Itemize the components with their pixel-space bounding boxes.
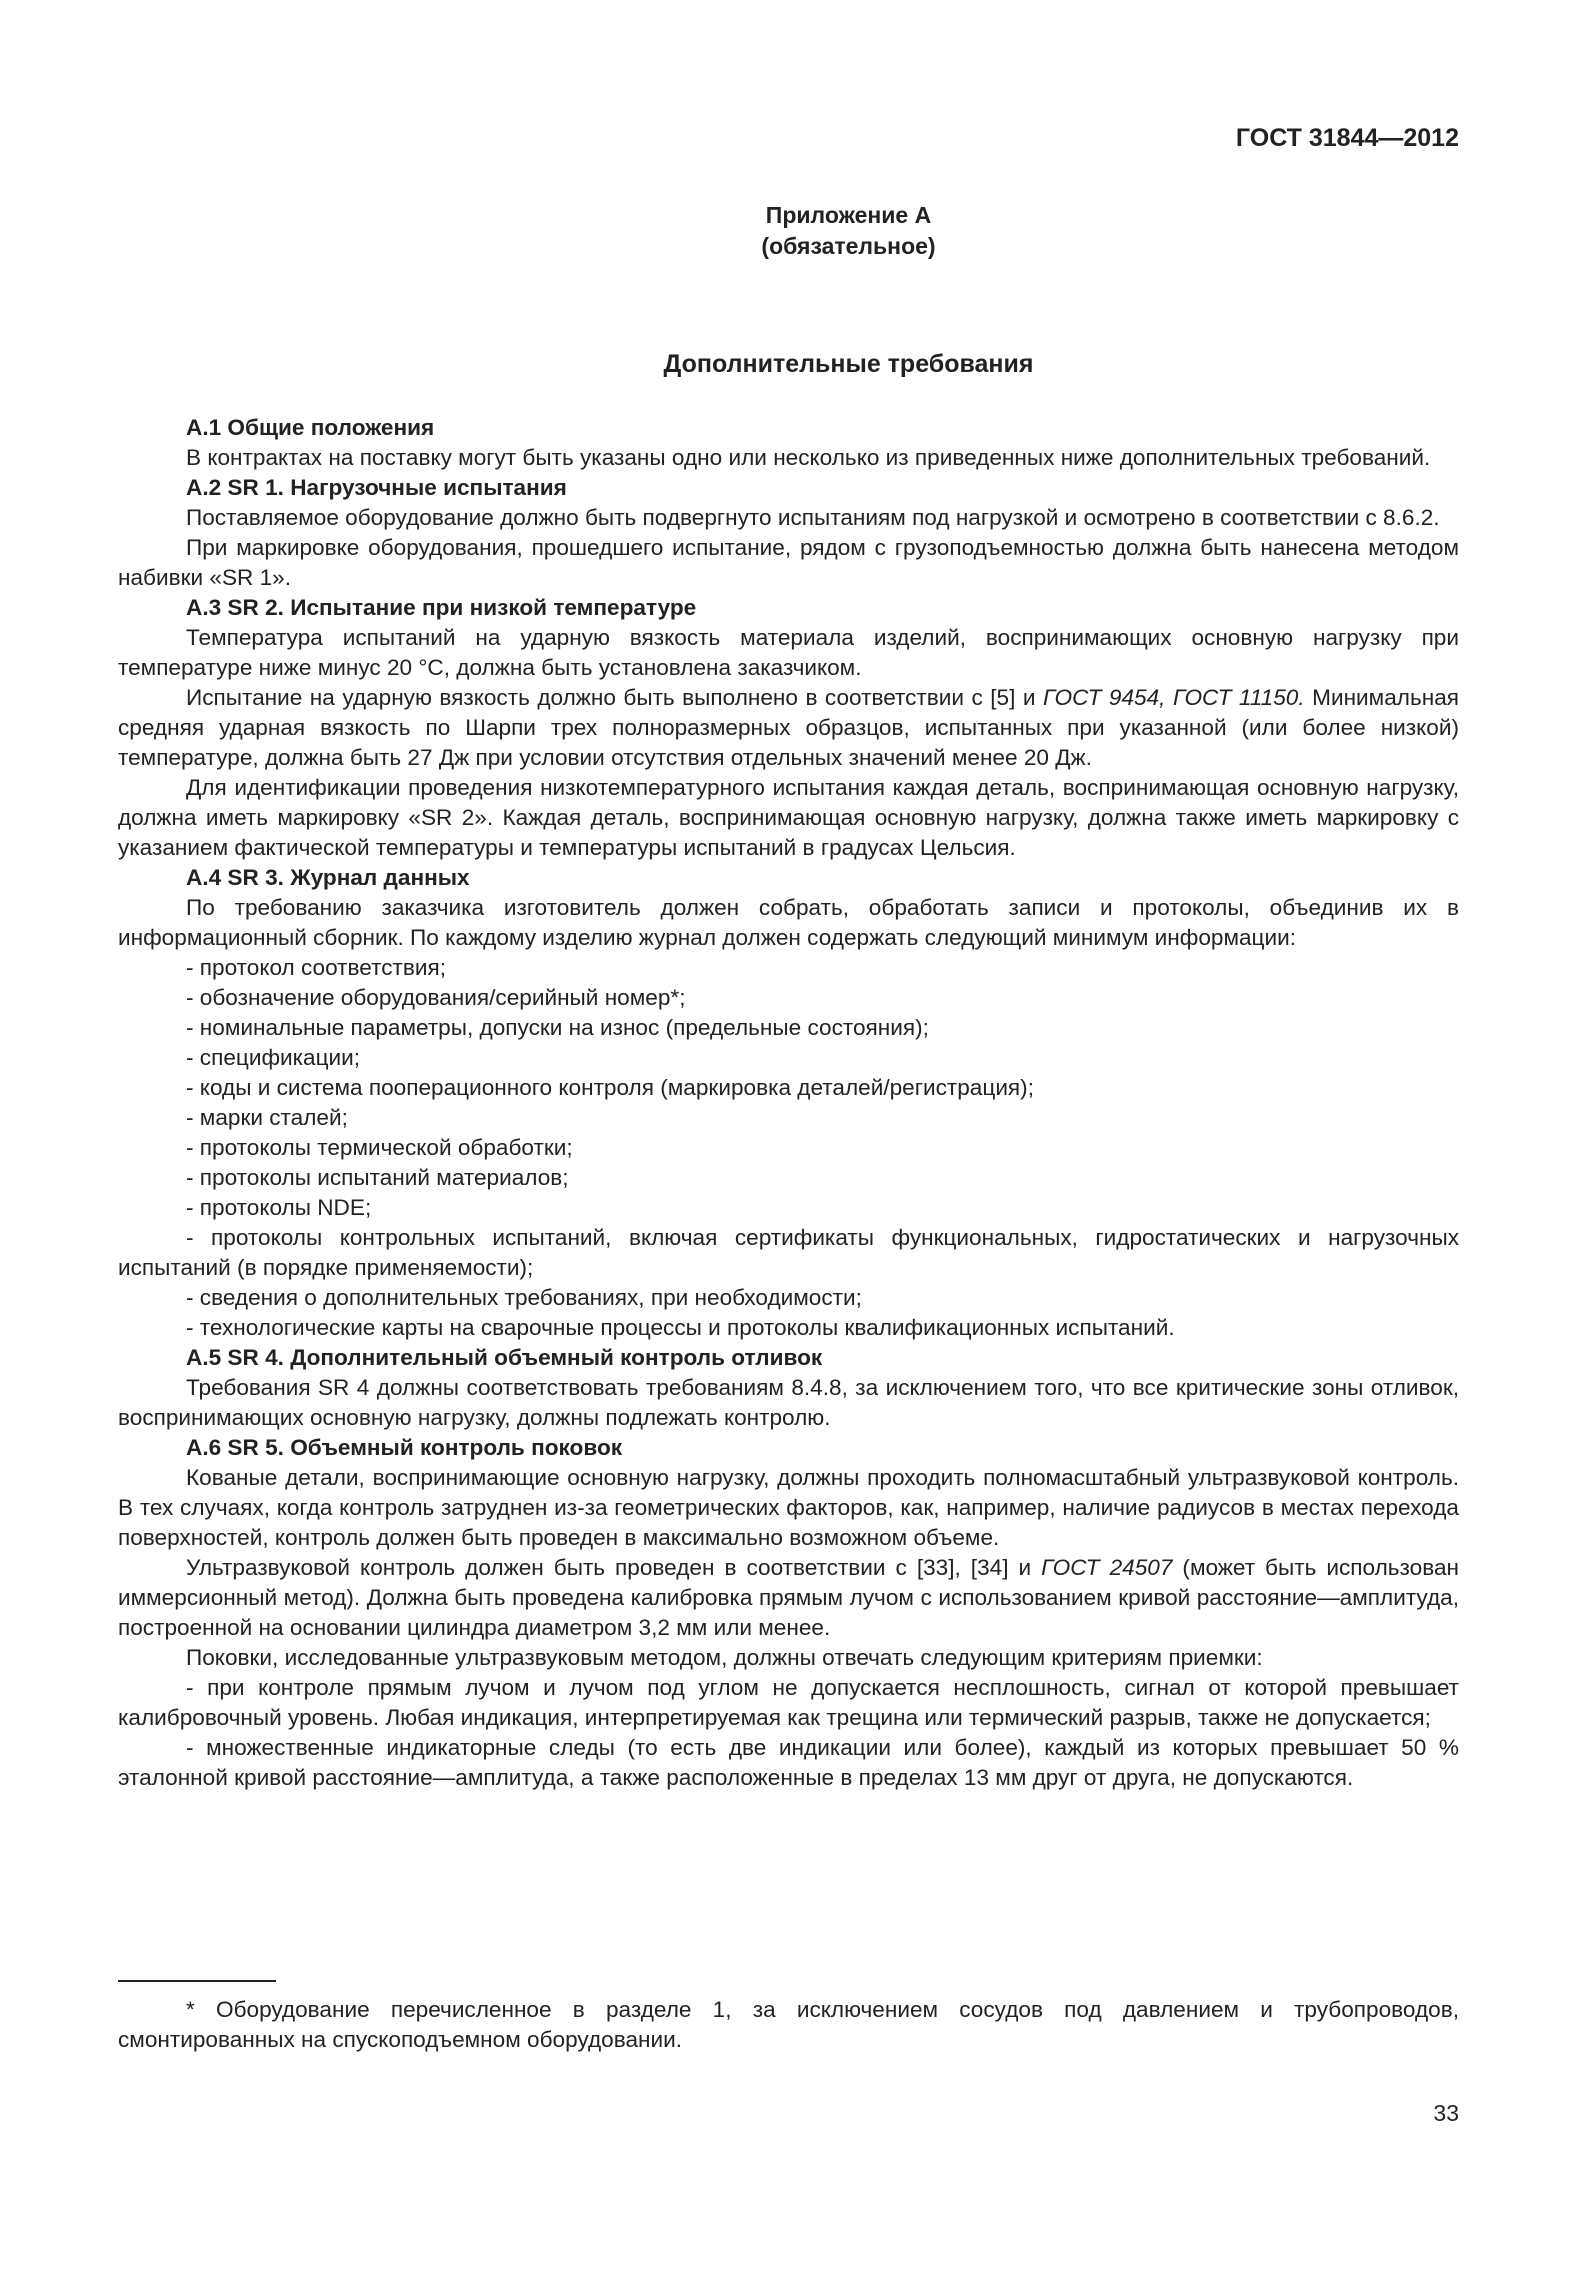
a6-paragraph-2 (118, 1553, 1459, 1643)
list-item: - коды и система пооперационного контроля (маркировка деталей/регистрация); (186, 1075, 1034, 1100)
a3-standard-reference: ГОСТ 9454, ГОСТ 11150. (1042, 685, 1305, 710)
a3-paragraph-2-start: Испытание на ударную вязкость должно быть выполнено в соответствии с [5] и (186, 685, 1043, 710)
list-item: - протокол соответствия; (186, 955, 446, 980)
list-item: - номинальные параметры, допуски на износ (предельные состояния); (186, 1015, 929, 1040)
document-body (118, 413, 1459, 1793)
a6-paragraph-2-end: (может быть использован иммерсионный метод). Должна быть проведена калибровка прямым лучом с использованием кривой расстояние—амплитуда, построенной на основании цилиндра диаметром 3,2 мм или менее. (118, 1555, 1459, 1640)
footnote-divider (118, 1980, 276, 1982)
list-item: - обозначение оборудования/серийный номер*; (186, 985, 686, 1010)
a3-paragraph-1: Температура испытаний на ударную вязкость материала изделий, воспринимающих основную нагрузку при температуре ниже минус 20 °С, должна быть установлена заказчиком. (118, 625, 1459, 680)
annex-status: (обязательное) (761, 233, 936, 259)
a2-paragraph-2: При маркировке оборудования, прошедшего испытание, рядом с грузоподъемностью должна быть нанесена методом набивки «SR 1». (118, 535, 1459, 590)
a5-paragraph: Требования SR 4 должны соответствовать требованиям 8.4.8, за исключением того, что все критические зоны отливок, воспринимающих основную нагрузку, должны подлежать контролю. (118, 1375, 1459, 1430)
a6-heading: А.6 SR 5. Объемный контроль поковок (186, 1435, 623, 1460)
document-page (118, 0, 1459, 2283)
a2-paragraph-1: Поставляемое оборудование должно быть подвергнуто испытаниям под нагрузкой и осмотрено в соответствии с 8.6.2. (186, 505, 1440, 530)
list-item: - протоколы NDE; (186, 1195, 372, 1220)
document-code: ГОСТ 31844—2012 (1235, 124, 1459, 152)
a1-heading: А.1 Общие положения (186, 415, 435, 440)
a3-paragraph-2-end: Минимальная средняя ударная вязкость по Шарпи трех полноразмерных образцов, испытанных при указанной (или более низкой) температуре, должна быть 27 Дж при условии отсутствия отдельных значений менее 20 Дж. (118, 685, 1460, 770)
a3-paragraph-2 (118, 683, 1459, 773)
list-item: - технологические карты на сварочные процессы и протоколы квалификационных испытаний. (186, 1315, 1175, 1340)
a3-paragraph-3: Для идентификации проведения низкотемпературного испытания каждая деталь, воспринимающая основную нагрузку, должна иметь маркировку «SR 2». Каждая деталь, воспринимающая основную нагрузку, должна также иметь маркировку с указанием фактической температуры и температуры испытаний в градусах Цельсия. (118, 775, 1459, 860)
a6-paragraph-1: Кованые детали, воспринимающие основную нагрузку, должны проходить полномасштабный ультразвуковой контроль. В тех случаях, когда контроль затруднен из-за геометрических факторов, как, например, наличие радиусов в местах перехода поверхностей, контроль должен быть проведен в максимально возможном объеме. (118, 1465, 1459, 1550)
footnote: * Оборудование перечисленное в разделе 1, за исключением сосудов под давлением и трубопроводов, смонтированных на спускоподъемном оборудовании. (118, 1997, 1459, 2052)
list-item: - протоколы контрольных испытаний, включая сертификаты функциональных, гидростатических и нагрузочных испытаний (в порядке применяемости); (118, 1225, 1459, 1280)
a6-paragraph-2-start: Ультразвуковой контроль должен быть проведен в соответствии с [33], [34] и (186, 1555, 1042, 1580)
a1-paragraph: В контрактах на поставку могут быть указаны одно или несколько из приведенных ниже дополнительных требований. (186, 445, 1431, 470)
a3-heading: А.3 SR 2. Испытание при низкой температуре (186, 595, 697, 620)
list-item: - протоколы испытаний материалов; (186, 1165, 569, 1190)
list-item: - сведения о дополнительных требованиях, при необходимости; (186, 1285, 862, 1310)
a4-heading: А.4 SR 3. Журнал данных (186, 865, 470, 890)
a6-paragraph-4: - при контроле прямым лучом и лучом под углом не допускается несплошность, сигнал от которой превышает калибровочный уровень. Любая индикация, интерпретируемая как трещина или термический разрыв, также не допускается; (118, 1675, 1459, 1730)
list-item: - марки сталей; (186, 1105, 348, 1130)
list-item: - спецификации; (186, 1045, 361, 1070)
a2-heading: А.2 SR 1. Нагрузочные испытания (186, 475, 567, 500)
annex-heading (118, 200, 1459, 262)
a4-paragraph: По требованию заказчика изготовитель должен собрать, обработать записи и протоколы, объединив их в информационный сборник. По каждому изделию журнал должен содержать следующий минимум информации: (118, 895, 1459, 950)
section-title: Дополнительные требования (663, 350, 1034, 378)
annex-title: Приложение А (765, 202, 932, 228)
a6-paragraph-3: Поковки, исследованные ультразвуковым методом, должны отвечать следующим критериям приемки: (186, 1645, 1263, 1670)
a6-standard-reference: ГОСТ 24507 (1041, 1555, 1173, 1580)
a5-heading: А.5 SR 4. Дополнительный объемный контроль отливок (186, 1345, 823, 1370)
page-number: 33 (1433, 2100, 1459, 2126)
a6-paragraph-5: - множественные индикаторные следы (то есть две индикации или более), каждый из которых превышает 50 % эталонной кривой расстояние—амплитуда, а также расположенные в пределах 13 мм друг от друга, не допускаются. (118, 1735, 1459, 1790)
list-item: - протоколы термической обработки; (186, 1135, 573, 1160)
